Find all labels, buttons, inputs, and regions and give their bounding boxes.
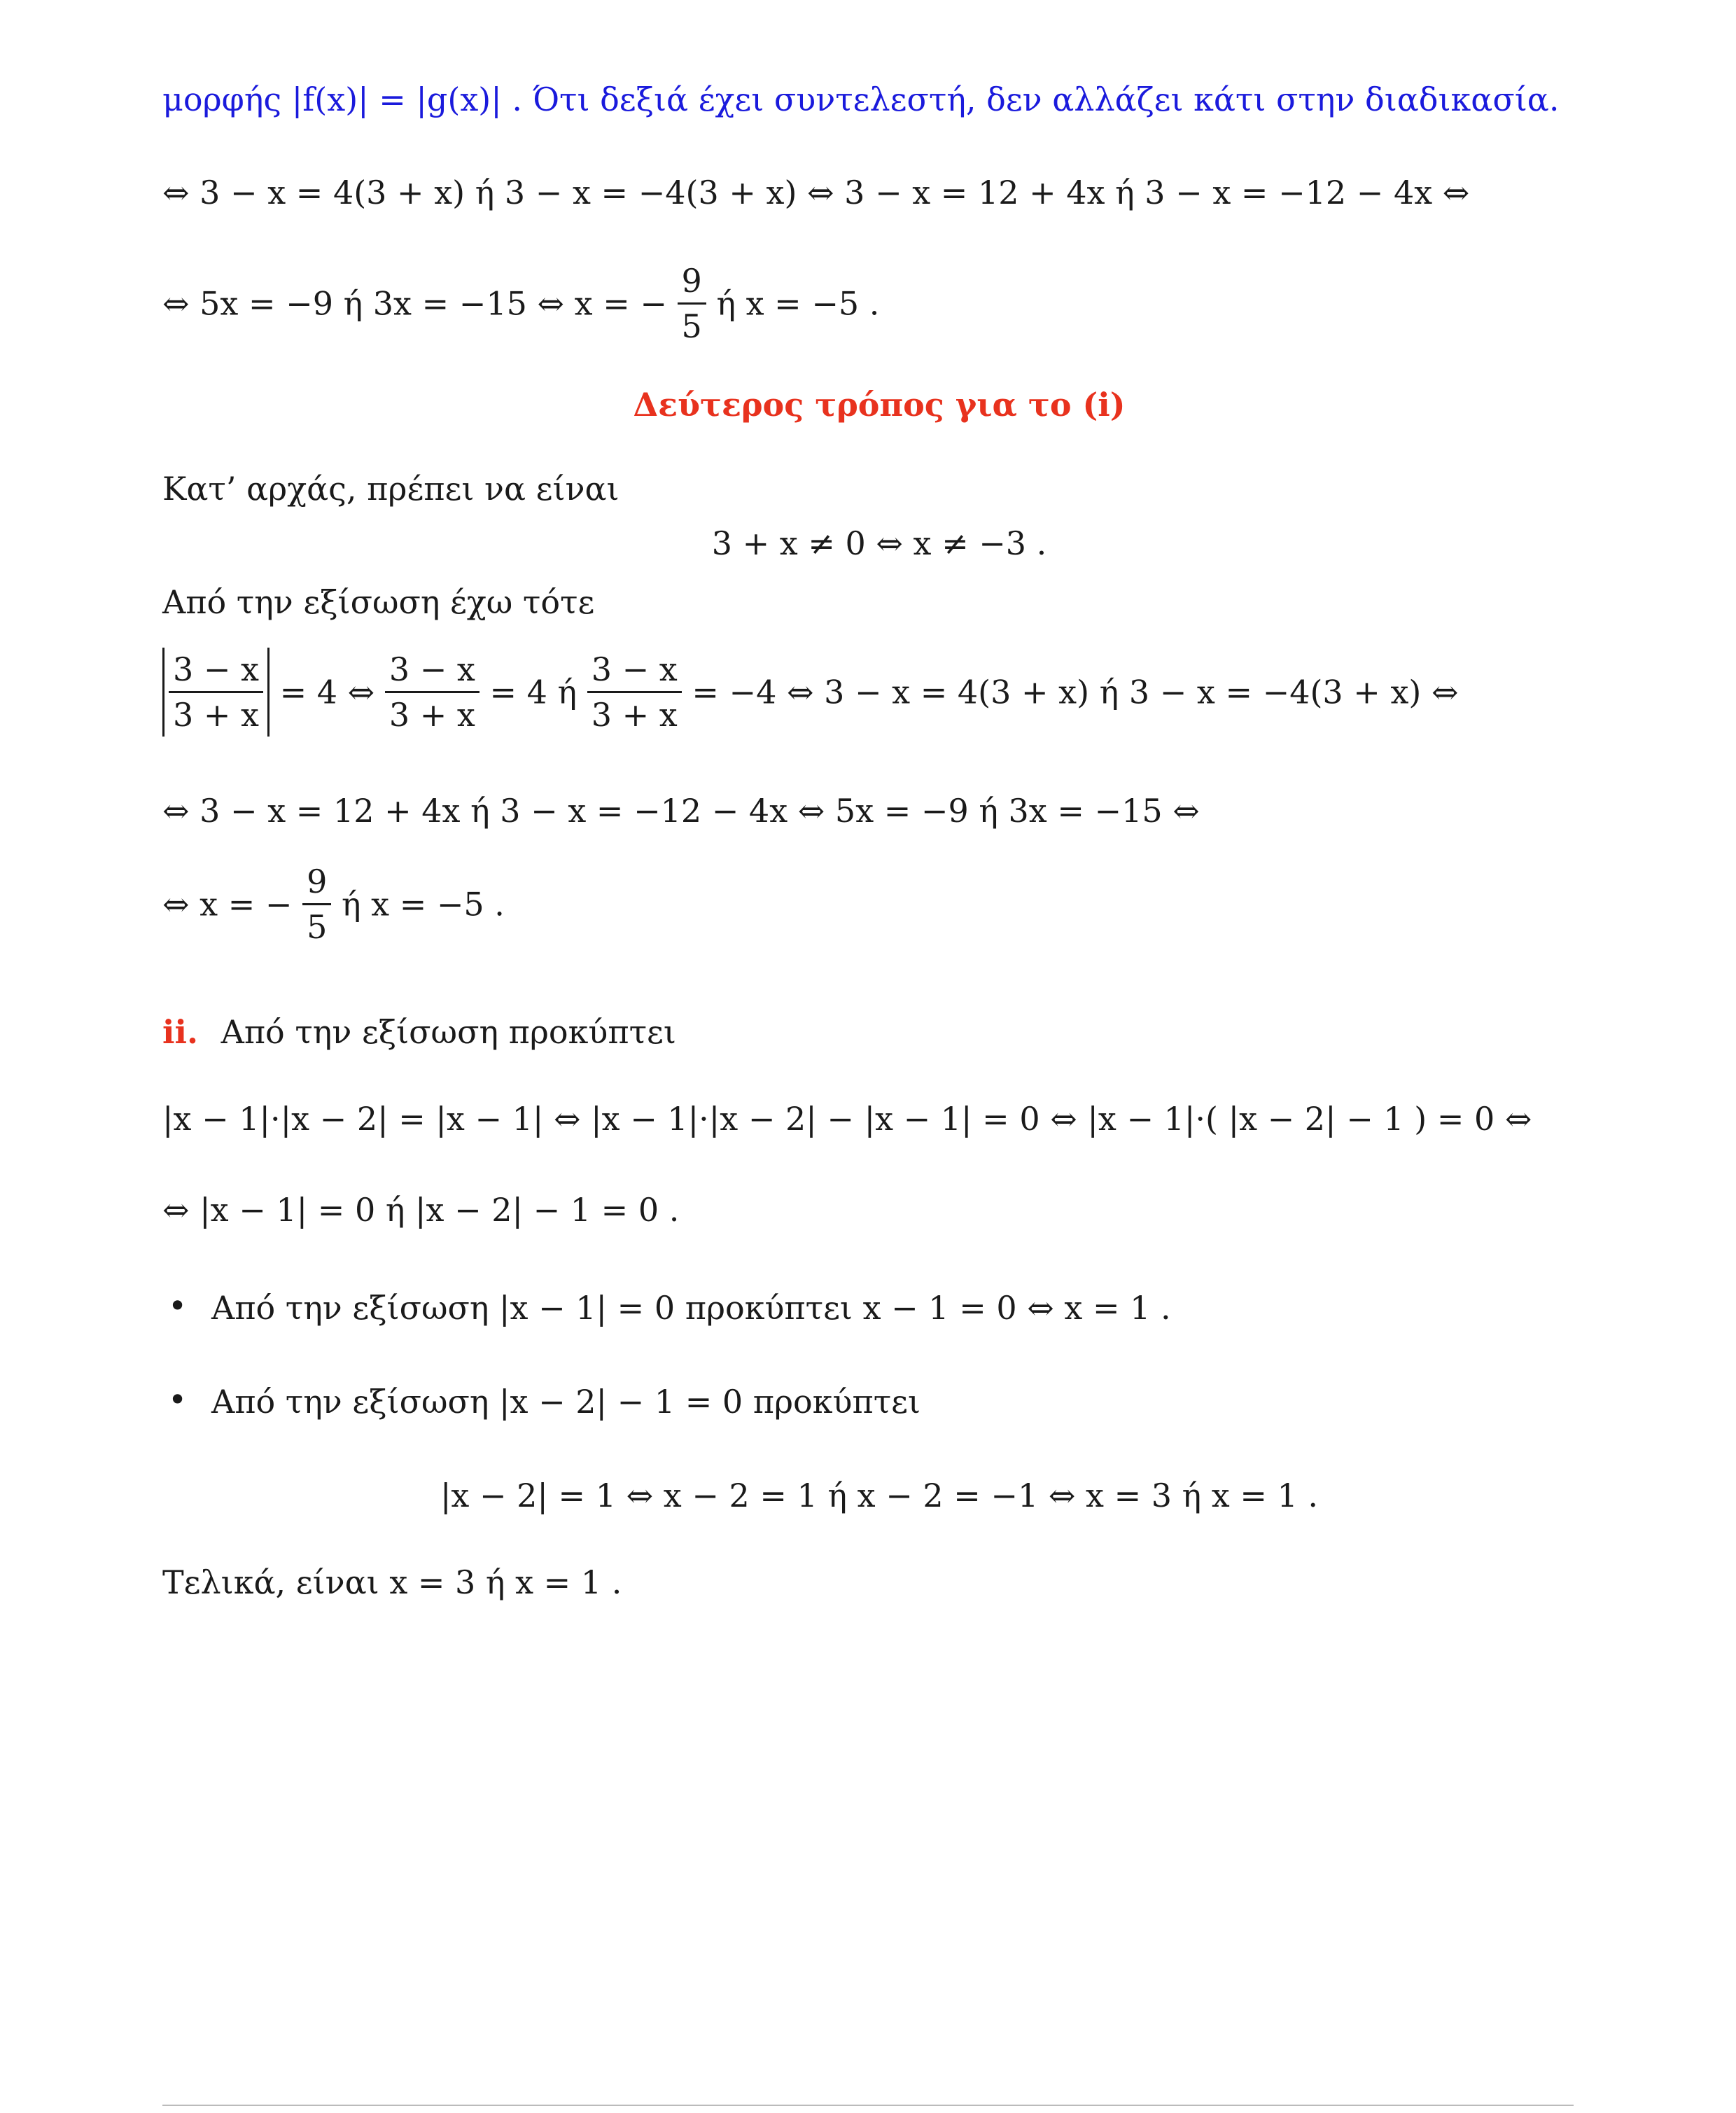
footer-divider [162,2105,1574,2106]
fraction-9-5 [302,860,331,949]
fraction-denominator: 3 + x [587,691,682,737]
eq3-part-a: ⇔ 5x = −9 ή 3x = −15 ⇔ x = − [162,284,667,323]
eq9-part-a: ⇔ x = − [162,885,293,923]
conclusion-line: Τελικά, είναι x = 3 ή x = 1 . [162,1563,622,1601]
equation-line-10: |x − 1|·|x − 2| = |x − 1| ⇔ |x − 1|·|x − 2| − |x − 1| = 0 ⇔ |x − 1|·( |x − 2| − 1 ) = 0 ⇔ [162,1100,1532,1138]
fraction-numerator: 3 − x [591,650,678,688]
bullet-line-2: Από την εξίσωση |x − 2| − 1 = 0 προκύπτει [211,1383,921,1421]
absolute-value-fraction [162,648,270,737]
part-ii-line [162,1011,1596,1053]
fraction-denominator: 5 [302,903,331,949]
bullet-icon: • [168,1287,188,1325]
part-ii-text: Από την εξίσωση προκύπτει [220,1013,676,1051]
fraction [385,648,479,737]
fraction [169,648,263,737]
bullet-line-1: Από την εξίσωση |x − 1| = 0 προκύπτει x − 1 = 0 ⇔ x = 1 . [211,1289,1171,1327]
fraction-numerator: 3 − x [388,650,475,688]
fraction-9-5 [678,259,706,348]
fraction-numerator: 9 [681,262,702,300]
fraction-numerator: 3 − x [173,650,259,688]
equation-line-2: ⇔ 3 − x = 4(3 + x) ή 3 − x = −4(3 + x) ⇔ 3 − x = 12 + 4x ή 3 − x = −12 − 4x ⇔ [162,174,1470,211]
equation-line-7 [162,648,1596,746]
equation-line-8: ⇔ 3 − x = 12 + 4x ή 3 − x = −12 − 4x ⇔ 5x = −9 ή 3x = −15 ⇔ [162,792,1200,830]
equation-line-9 [162,860,1596,951]
text-line-6: Από την εξίσωση έχω τότε [162,583,595,621]
part-ii-label: ii. [162,1013,198,1051]
fraction [587,648,682,737]
bullet-icon: • [168,1381,188,1418]
equation-line-11: ⇔ |x − 1| = 0 ή |x − 2| − 1 = 0 . [162,1191,680,1229]
text-line-4: Κατ’ αρχάς, πρέπει να είναι [162,470,620,508]
equation-line-3 [162,259,1596,350]
fraction-denominator: 3 + x [169,691,263,737]
text-line-1: μορφής |f(x)| = |g(x)| . Ότι δεξιά έχει συντελεστή, δεν αλλάζει κάτι στην διαδικασία. [162,81,1560,118]
eq9-part-b: ή x = −5 . [341,885,505,923]
equation-line-12: |x − 2| = 1 ⇔ x − 2 = 1 ή x − 2 = −1 ⇔ x = 3 ή x = 1 . [440,1477,1319,1514]
eq3-part-b: ή x = −5 . [716,284,880,323]
fraction-denominator: 3 + x [385,691,479,737]
eq7-part-b: = 4 ή [489,673,578,711]
fraction-numerator: 9 [307,863,328,900]
condition-line: 3 + x ≠ 0 ⇔ x ≠ −3 . [711,524,1047,562]
eq7-part-a: = 4 ⇔ [279,673,375,711]
section-heading: Δεύτερος τρόπος για το (i) [633,386,1126,424]
eq7-part-c: = −4 ⇔ 3 − x = 4(3 + x) ή 3 − x = −4(3 + x) ⇔ [692,673,1459,711]
fraction-denominator: 5 [678,302,706,348]
